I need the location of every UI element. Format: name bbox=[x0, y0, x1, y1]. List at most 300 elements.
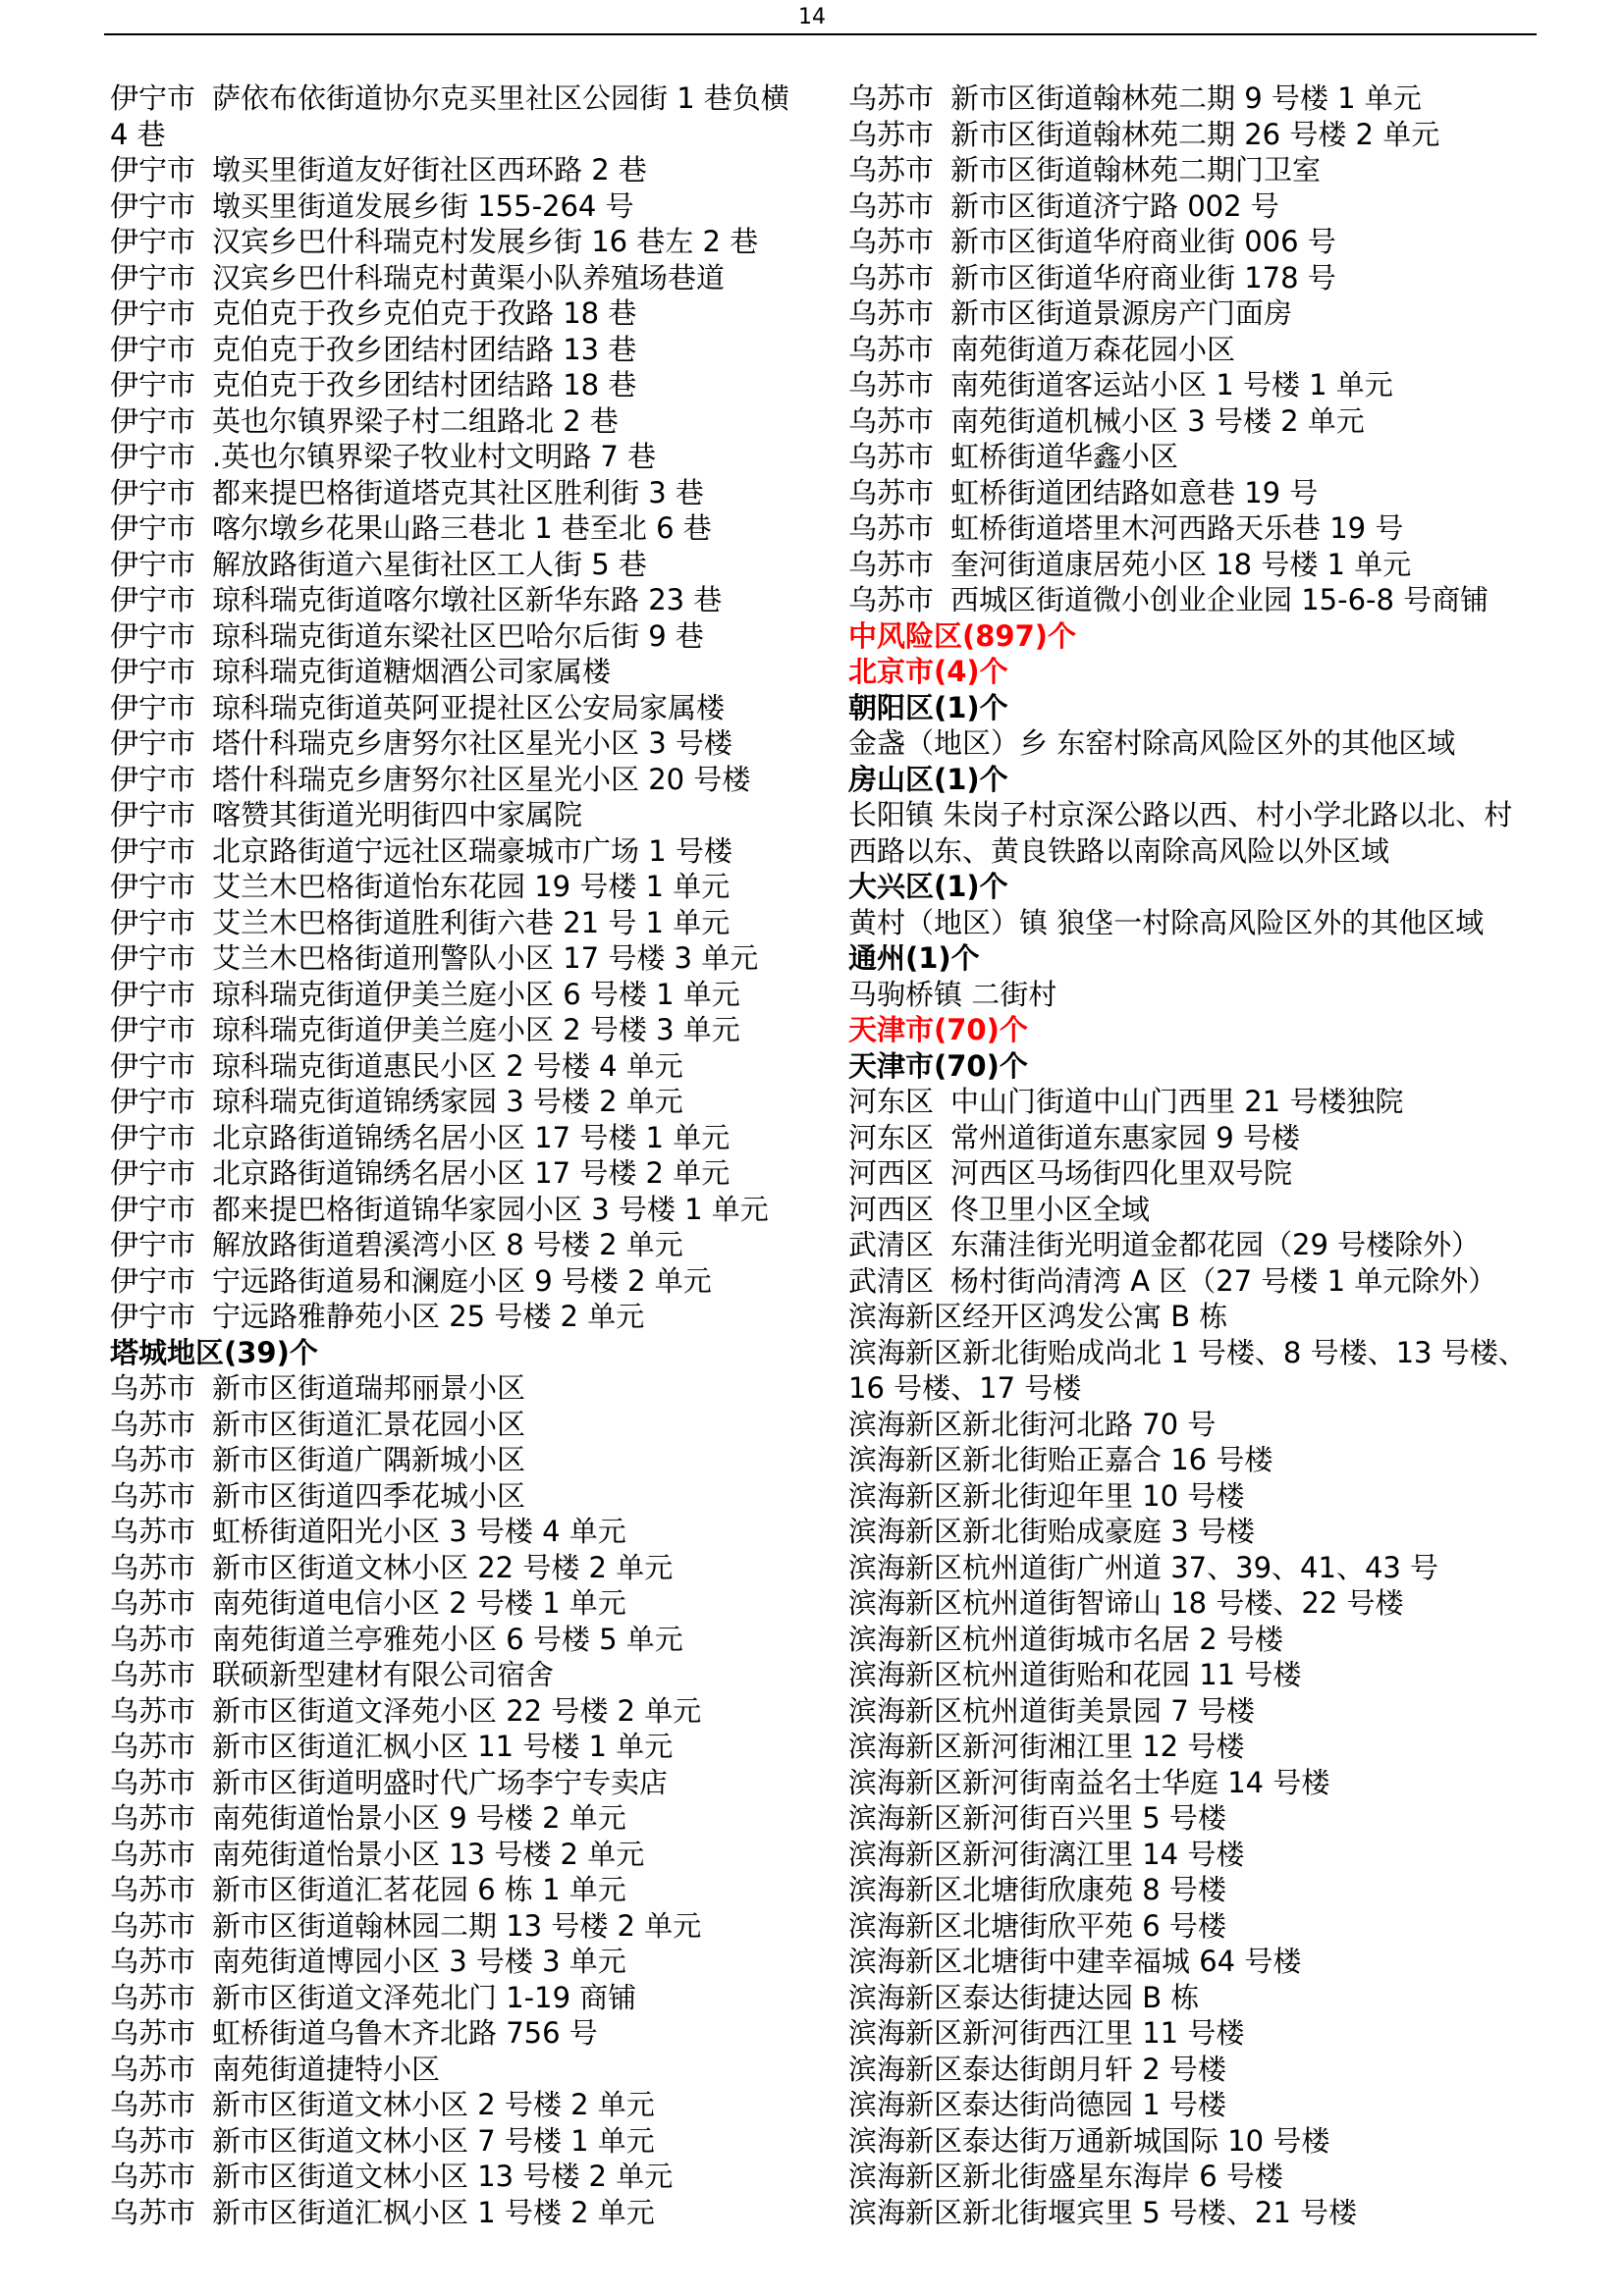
entry-address: 解放路街道六星街社区工人街 5 巷 bbox=[212, 547, 647, 581]
header-rule bbox=[104, 33, 1537, 35]
right-entry bbox=[848, 1944, 1536, 1980]
entry-city: 乌苏市 bbox=[110, 1478, 196, 1513]
left-entry bbox=[110, 1227, 817, 1263]
entry-city: 滨海新区 bbox=[848, 2088, 963, 2121]
entry-city: 乌苏市 bbox=[848, 296, 935, 330]
entry-address: 东蒲洼街光明道金都花园（29 号楼除外） bbox=[950, 1228, 1481, 1261]
right-entry bbox=[848, 1980, 1536, 2016]
entry-address: 南苑街道电信小区 2 号楼 1 单元 bbox=[212, 1586, 626, 1620]
entry-address: 新北街堰宾里 5 号楼、21 号楼 bbox=[962, 2195, 1358, 2229]
right-entry bbox=[848, 1192, 1536, 1228]
right-entry bbox=[848, 1514, 1536, 1550]
right-entry bbox=[848, 2015, 1536, 2052]
entry-city: 乌苏市 bbox=[110, 1693, 196, 1728]
entry-continuation: 西路以东、黄良铁路以南除高风险以外区域 bbox=[848, 833, 1390, 868]
entry-address: 新河街漓江里 14 号楼 bbox=[962, 1837, 1245, 1871]
entry-address: 北京路街道锦绣名居小区 17 号楼 2 单元 bbox=[212, 1156, 731, 1190]
entry-city: 滨海新区 bbox=[848, 2160, 963, 2193]
entry-address: 南苑街道客运站小区 1 号楼 1 单元 bbox=[950, 368, 1393, 401]
right-entry bbox=[848, 295, 1536, 332]
entry-city: 乌苏市 bbox=[110, 1443, 196, 1476]
entry-address: 新河街百兴里 5 号楼 bbox=[962, 1801, 1226, 1835]
entry-city: 伊宁市 bbox=[110, 368, 196, 401]
right-entry bbox=[848, 80, 1536, 117]
entry-address: 宁远路雅静苑小区 25 号楼 2 单元 bbox=[212, 1300, 645, 1333]
entry-address: 克伯克于孜乡克伯克于孜路 18 巷 bbox=[212, 296, 637, 330]
entry-address: 河西区马场街四化里双号院 bbox=[950, 1156, 1293, 1190]
entry-continuation: 4 巷 bbox=[110, 117, 166, 151]
entry-address: 新市区街道瑞邦丽景小区 bbox=[212, 1371, 526, 1405]
right-entry: 马驹桥镇 二街村 bbox=[848, 977, 1057, 1011]
left-entry bbox=[110, 475, 817, 511]
left-entry bbox=[110, 224, 817, 260]
entry-city: 滨海新区 bbox=[848, 1837, 963, 1871]
entry-city: 伊宁市 bbox=[110, 1263, 196, 1298]
left-entry bbox=[110, 332, 817, 368]
entry-city: 滨海新区 bbox=[848, 1622, 963, 1656]
right-entry bbox=[848, 475, 1536, 511]
entry-city: 滨海新区 bbox=[848, 1443, 963, 1476]
left-entry bbox=[110, 2052, 817, 2088]
entry-city: 滨海新区 bbox=[848, 2195, 963, 2229]
entry-address: 北京路街道锦绣名居小区 17 号楼 1 单元 bbox=[212, 1120, 731, 1154]
right-entry bbox=[848, 1837, 1536, 1873]
entry-city: 乌苏市 bbox=[110, 1622, 196, 1656]
entry-city: 伊宁市 bbox=[110, 188, 196, 223]
entry-city: 乌苏市 bbox=[110, 1371, 196, 1405]
entry-address: 新市区街道广隅新城小区 bbox=[212, 1443, 526, 1476]
entry-address: 杭州道街智谛山 18 号楼、22 号楼 bbox=[962, 1586, 1404, 1620]
left-entry bbox=[110, 1837, 817, 1873]
entry-city: 河西区 bbox=[848, 1192, 935, 1226]
left-entry bbox=[110, 80, 817, 117]
entry-city: 伊宁市 bbox=[110, 296, 196, 330]
entry-city: 伊宁市 bbox=[110, 798, 196, 831]
entry-city: 滨海新区 bbox=[848, 1478, 963, 1513]
entry-address: 虹桥街道塔里木河西路天乐巷 19 号 bbox=[950, 511, 1404, 545]
section-heading: 塔城地区(39)个 bbox=[110, 1335, 318, 1369]
entry-city: 乌苏市 bbox=[110, 2123, 196, 2158]
entry-city: 乌苏市 bbox=[110, 1837, 196, 1871]
entry-address: 艾兰木巴格街道胜利街六巷 21 号 1 单元 bbox=[212, 905, 731, 939]
left-entry bbox=[110, 905, 817, 941]
left-entry bbox=[110, 1407, 817, 1443]
right-entry bbox=[848, 1478, 1536, 1515]
right-entry bbox=[848, 1800, 1536, 1837]
entry-city: 伊宁市 bbox=[110, 1156, 196, 1190]
entry-city: 伊宁市 bbox=[110, 583, 196, 616]
entry-city: 伊宁市 bbox=[110, 941, 196, 975]
entry-address: 泰达街捷达园 B 栋 bbox=[962, 1980, 1200, 2014]
entry-address: 琼科瑞克街道惠民小区 2 号楼 4 单元 bbox=[212, 1048, 683, 1083]
entry-address: 新北街盛星东海岸 6 号楼 bbox=[962, 2160, 1283, 2193]
left-entry bbox=[110, 1192, 817, 1228]
entry-city: 河东区 bbox=[848, 1085, 935, 1118]
section-heading: 通州(1)个 bbox=[848, 941, 980, 975]
entry-address: 新市区街道汇景花园小区 bbox=[212, 1407, 526, 1441]
left-entry bbox=[110, 940, 817, 977]
entry-address: 西城区街道微小创业企业园 15-6-8 号商铺 bbox=[950, 583, 1489, 616]
entry-city: 乌苏市 bbox=[110, 2052, 196, 2086]
entry-address: 新河街湘江里 12 号楼 bbox=[962, 1730, 1245, 1763]
entry-city: 乌苏市 bbox=[848, 440, 935, 473]
entry-address: 南苑街道怡景小区 9 号楼 2 单元 bbox=[212, 1801, 626, 1835]
left-entry bbox=[110, 1120, 817, 1156]
entry-address: 克伯克于孜乡团结村团结路 13 巷 bbox=[212, 332, 637, 366]
entry-city: 乌苏市 bbox=[110, 1873, 196, 1906]
right-entry bbox=[848, 403, 1536, 440]
left-entry bbox=[110, 977, 817, 1013]
entry-city: 乌苏市 bbox=[110, 1980, 196, 2014]
right-entry bbox=[848, 1908, 1536, 1945]
left-entry bbox=[110, 1729, 817, 1765]
entry-city: 伊宁市 bbox=[110, 726, 196, 760]
left-entry bbox=[110, 1048, 817, 1085]
entry-address: 琼科瑞克街道喀尔墩社区新华东路 23 巷 bbox=[212, 583, 723, 616]
right-entry bbox=[848, 188, 1536, 225]
entry-city: 乌苏市 bbox=[848, 117, 935, 151]
entry-city: 伊宁市 bbox=[110, 618, 196, 653]
entry-address: 琼科瑞克街道英阿亚提社区公安局家属楼 bbox=[212, 690, 726, 724]
entry-address: 都来提巴格街道塔克其社区胜利街 3 巷 bbox=[212, 475, 704, 509]
left-entry bbox=[110, 1370, 817, 1407]
left-entry bbox=[110, 152, 817, 188]
entry-address: 新市区街道汇茗花园 6 栋 1 单元 bbox=[212, 1873, 626, 1906]
entry-address: 新北街贻正嘉合 16 号楼 bbox=[962, 1443, 1273, 1476]
entry-city: 乌苏市 bbox=[848, 188, 935, 223]
entry-address: 汉宾乡巴什科瑞克村黄渠小队养殖场巷道 bbox=[212, 260, 726, 294]
left-column bbox=[110, 80, 817, 2230]
left-entry bbox=[110, 1084, 817, 1120]
right-entry bbox=[848, 1442, 1536, 1478]
right-entry bbox=[848, 367, 1536, 403]
right-entry bbox=[848, 260, 1536, 296]
left-entry bbox=[110, 2195, 817, 2231]
entry-city: 滨海新区 bbox=[848, 1658, 963, 1691]
left-entry bbox=[110, 797, 817, 833]
entry-city: 伊宁市 bbox=[110, 833, 196, 868]
entry-city: 河西区 bbox=[848, 1156, 935, 1190]
entry-address: .英也尔镇界梁子牧业村文明路 7 巷 bbox=[212, 440, 657, 473]
entry-city: 滨海新区 bbox=[848, 1586, 963, 1620]
left-entry bbox=[110, 295, 817, 332]
entry-address: 佟卫里小区全域 bbox=[950, 1192, 1151, 1226]
right-entry bbox=[848, 117, 1536, 153]
entry-city: 滨海新区 bbox=[848, 1693, 963, 1728]
entry-address: 杭州道街美景园 7 号楼 bbox=[962, 1693, 1255, 1728]
entry-city: 滨海新区 bbox=[848, 1873, 963, 1906]
left-entry bbox=[110, 869, 817, 905]
section-heading: 房山区(1)个 bbox=[848, 762, 1008, 796]
entry-address: 新市区街道文林小区 2 号楼 2 单元 bbox=[212, 2088, 655, 2121]
entry-address: 新北街河北路 70 号 bbox=[962, 1407, 1217, 1441]
entry-address: 新市区街道翰林苑二期 26 号楼 2 单元 bbox=[950, 117, 1440, 151]
entry-city: 乌苏市 bbox=[848, 153, 935, 187]
entry-address: 南苑街道兰亭雅苑小区 6 号楼 5 单元 bbox=[212, 1622, 683, 1656]
left-entry bbox=[110, 547, 817, 583]
right-entry bbox=[848, 152, 1536, 188]
left-entry bbox=[110, 582, 817, 618]
entry-address: 南苑街道万森花园小区 bbox=[950, 332, 1236, 366]
entry-address: 杭州道街城市名居 2 号楼 bbox=[962, 1622, 1283, 1656]
entry-city: 乌苏市 bbox=[848, 368, 935, 401]
entry-address: 北塘街欣平苑 6 号楼 bbox=[962, 1908, 1226, 1943]
entry-city: 武清区 bbox=[848, 1228, 935, 1261]
section-heading: 朝阳区(1)个 bbox=[848, 690, 1008, 724]
left-entry bbox=[110, 188, 817, 225]
left-entry bbox=[110, 1622, 817, 1658]
entry-city: 滨海新区 bbox=[848, 1730, 963, 1763]
right-entry bbox=[848, 1227, 1536, 1263]
entry-address: 经开区鸿发公寓 B 栋 bbox=[962, 1300, 1228, 1333]
entry-address: 墩买里街道发展乡街 155-264 号 bbox=[212, 188, 634, 223]
left-entry bbox=[110, 2015, 817, 2052]
entry-address: 新市区街道文林小区 13 号楼 2 单元 bbox=[212, 2160, 674, 2193]
right-entry bbox=[848, 439, 1536, 475]
entry-city: 伊宁市 bbox=[110, 1120, 196, 1154]
left-entry bbox=[110, 2087, 817, 2123]
right-entry bbox=[848, 1407, 1536, 1443]
entry-city: 乌苏市 bbox=[110, 2088, 196, 2121]
entry-city: 乌苏市 bbox=[110, 1908, 196, 1943]
entry-address: 北京路街道宁远社区瑞豪城市广场 1 号楼 bbox=[212, 833, 732, 868]
entry-city: 乌苏市 bbox=[110, 1945, 196, 1978]
left-entry bbox=[110, 1872, 817, 1908]
right-entry bbox=[848, 1263, 1536, 1300]
left-entry bbox=[110, 367, 817, 403]
entry-address: 中山门街道中山门西里 21 号楼独院 bbox=[950, 1085, 1404, 1118]
entry-city: 滨海新区 bbox=[848, 1300, 963, 1333]
entry-city: 乌苏市 bbox=[110, 2160, 196, 2193]
right-entry bbox=[848, 1622, 1536, 1658]
right-entry: 长阳镇 朱岗子村京深公路以西、村小学北路以北、村 bbox=[848, 798, 1513, 831]
entry-city: 伊宁市 bbox=[110, 153, 196, 187]
right-entry bbox=[848, 1155, 1536, 1192]
entry-city: 伊宁市 bbox=[110, 1228, 196, 1261]
entry-address: 南苑街道机械小区 3 号楼 2 单元 bbox=[950, 403, 1365, 438]
entry-city: 伊宁市 bbox=[110, 81, 196, 115]
left-entry bbox=[110, 2159, 817, 2195]
entry-address: 新市区街道文林小区 22 号楼 2 单元 bbox=[212, 1550, 674, 1584]
entry-address: 虹桥街道团结路如意巷 19 号 bbox=[950, 475, 1319, 509]
left-entry bbox=[110, 1765, 817, 1801]
entry-city: 乌苏市 bbox=[848, 81, 935, 115]
entry-city: 乌苏市 bbox=[110, 1586, 196, 1620]
entry-city: 伊宁市 bbox=[110, 690, 196, 724]
entry-address: 虹桥街道华鑫小区 bbox=[950, 440, 1179, 473]
right-entry bbox=[848, 2052, 1536, 2088]
entry-city: 乌苏市 bbox=[110, 1730, 196, 1763]
entry-address: 新市区街道翰林苑二期门卫室 bbox=[950, 153, 1322, 187]
right-entry: 金盏（地区）乡 东窑村除高风险区外的其他区域 bbox=[848, 726, 1456, 760]
entry-city: 乌苏市 bbox=[848, 475, 935, 509]
entry-address: 新市区街道文泽苑北门 1-19 商铺 bbox=[212, 1980, 637, 2014]
entry-address: 虹桥街道阳光小区 3 号楼 4 单元 bbox=[212, 1515, 626, 1548]
entry-city: 滨海新区 bbox=[848, 1945, 963, 1978]
entry-city: 伊宁市 bbox=[110, 547, 196, 581]
entry-city: 伊宁市 bbox=[110, 762, 196, 796]
entry-city: 伊宁市 bbox=[110, 1085, 196, 1118]
entry-city: 滨海新区 bbox=[848, 1765, 963, 1799]
entry-address: 新河街南益名士华庭 14 号楼 bbox=[962, 1765, 1330, 1799]
entry-city: 滨海新区 bbox=[848, 1908, 963, 1943]
entry-city: 乌苏市 bbox=[848, 225, 935, 258]
right-entry bbox=[848, 1585, 1536, 1622]
entry-address: 新河街西江里 11 号楼 bbox=[962, 2016, 1245, 2050]
right-entry bbox=[848, 1729, 1536, 1765]
entry-address: 新市区街道汇枫小区 1 号楼 2 单元 bbox=[212, 2195, 655, 2229]
right-entry bbox=[848, 510, 1536, 547]
right-entry bbox=[848, 1335, 1536, 1371]
entry-city: 乌苏市 bbox=[110, 1765, 196, 1799]
entry-address: 奎河街道康居苑小区 18 号楼 1 单元 bbox=[950, 547, 1412, 581]
entry-address: 新市区街道济宁路 002 号 bbox=[950, 188, 1279, 223]
left-entry bbox=[110, 1585, 817, 1622]
entry-city: 伊宁市 bbox=[110, 225, 196, 258]
entry-address: 北塘街欣康苑 8 号楼 bbox=[962, 1873, 1226, 1906]
entry-address: 宁远路街道易和澜庭小区 9 号楼 2 单元 bbox=[212, 1263, 712, 1298]
entry-city: 伊宁市 bbox=[110, 1192, 196, 1226]
risk-heading: 天津市(70)个 bbox=[848, 1013, 1028, 1046]
entry-address: 北塘街中建幸福城 64 号楼 bbox=[962, 1945, 1302, 1978]
entry-city: 滨海新区 bbox=[848, 1335, 963, 1369]
right-column bbox=[848, 80, 1536, 2230]
entry-address: 墩买里街道友好街社区西环路 2 巷 bbox=[212, 153, 647, 187]
entry-city: 滨海新区 bbox=[848, 1407, 963, 1441]
left-entry bbox=[110, 1263, 817, 1300]
entry-address: 艾兰木巴格街道刑警队小区 17 号楼 3 单元 bbox=[212, 941, 759, 975]
right-entry bbox=[848, 1550, 1536, 1586]
right-entry bbox=[848, 224, 1536, 260]
left-entry bbox=[110, 1944, 817, 1980]
entry-address: 南苑街道博园小区 3 号楼 3 单元 bbox=[212, 1945, 626, 1978]
entry-address: 琼科瑞克街道东梁社区巴哈尔后街 9 巷 bbox=[212, 618, 704, 653]
right-entry bbox=[848, 1120, 1536, 1156]
left-entry bbox=[110, 2123, 817, 2160]
left-entry bbox=[110, 260, 817, 296]
left-entry bbox=[110, 833, 817, 870]
entry-city: 滨海新区 bbox=[848, 2123, 963, 2158]
left-entry bbox=[110, 1442, 817, 1478]
entry-address: 琼科瑞克街道糖烟酒公司家属楼 bbox=[212, 655, 612, 688]
entry-address: 萨依布依街道协尔克买里社区公园街 1 巷负横 bbox=[212, 81, 789, 115]
entry-city: 乌苏市 bbox=[110, 1658, 196, 1691]
entry-city: 乌苏市 bbox=[110, 1407, 196, 1441]
right-entry bbox=[848, 2087, 1536, 2123]
right-entry bbox=[848, 1872, 1536, 1908]
entry-city: 滨海新区 bbox=[848, 1980, 963, 2014]
entry-city: 滨海新区 bbox=[848, 1801, 963, 1835]
left-entry bbox=[110, 1155, 817, 1192]
entry-address: 新市区街道华府商业街 006 号 bbox=[950, 225, 1336, 258]
entry-address: 新市区街道翰林苑二期 9 号楼 1 单元 bbox=[950, 81, 1422, 115]
right-entry bbox=[848, 1765, 1536, 1801]
entry-address: 新市区街道四季花城小区 bbox=[212, 1478, 526, 1513]
entry-city: 乌苏市 bbox=[110, 2195, 196, 2229]
entry-city: 伊宁市 bbox=[110, 1048, 196, 1083]
right-entry bbox=[848, 1693, 1536, 1730]
entry-address: 杨村街尚清湾 A 区（27 号楼 1 单元除外） bbox=[950, 1263, 1497, 1298]
left-entry bbox=[110, 725, 817, 762]
entry-address: 克伯克于孜乡团结村团结路 18 巷 bbox=[212, 368, 637, 401]
left-entry bbox=[110, 1299, 817, 1335]
entry-address: 南苑街道捷特小区 bbox=[212, 2052, 441, 2086]
entry-city: 伊宁市 bbox=[110, 475, 196, 509]
entry-city: 伊宁市 bbox=[110, 1013, 196, 1046]
left-entry bbox=[110, 510, 817, 547]
risk-heading: 北京市(4)个 bbox=[848, 655, 1008, 688]
right-entry bbox=[848, 1299, 1536, 1335]
entry-address: 新市区街道文泽苑小区 22 号楼 2 单元 bbox=[212, 1693, 702, 1728]
left-entry bbox=[110, 1800, 817, 1837]
entry-city: 乌苏市 bbox=[848, 583, 935, 616]
risk-heading: 中风险区(897)个 bbox=[848, 618, 1077, 653]
entry-city: 滨海新区 bbox=[848, 1515, 963, 1548]
entry-address: 新北街贻成尚北 1 号楼、8 号楼、13 号楼、 bbox=[962, 1335, 1527, 1369]
left-entry bbox=[110, 1657, 817, 1693]
left-entry bbox=[110, 1514, 817, 1550]
right-entry bbox=[848, 547, 1536, 583]
right-entry bbox=[848, 582, 1536, 618]
entry-address: 解放路街道碧溪湾小区 8 号楼 2 单元 bbox=[212, 1228, 683, 1261]
entry-city: 滨海新区 bbox=[848, 1550, 963, 1584]
entry-address: 泰达街万通新城国际 10 号楼 bbox=[962, 2123, 1330, 2158]
entry-address: 虹桥街道乌鲁木齐北路 756 号 bbox=[212, 2016, 598, 2050]
entry-city: 乌苏市 bbox=[110, 2016, 196, 2050]
entry-city: 伊宁市 bbox=[110, 260, 196, 294]
entry-city: 伊宁市 bbox=[110, 1300, 196, 1333]
left-entry bbox=[110, 654, 817, 690]
entry-city: 乌苏市 bbox=[110, 1550, 196, 1584]
left-entry bbox=[110, 1012, 817, 1048]
left-entry bbox=[110, 1908, 817, 1945]
entry-city: 伊宁市 bbox=[110, 332, 196, 366]
entry-address: 汉宾乡巴什科瑞克村发展乡街 16 巷左 2 巷 bbox=[212, 225, 759, 258]
entry-address: 新北街迎年里 10 号楼 bbox=[962, 1478, 1245, 1513]
section-heading: 大兴区(1)个 bbox=[848, 870, 1008, 903]
left-entry bbox=[110, 1550, 817, 1586]
left-entry bbox=[110, 762, 817, 798]
entry-city: 伊宁市 bbox=[110, 905, 196, 939]
entry-city: 河东区 bbox=[848, 1120, 935, 1154]
right-entry bbox=[848, 2123, 1536, 2160]
entry-city: 乌苏市 bbox=[110, 1801, 196, 1835]
entry-city: 滨海新区 bbox=[848, 2052, 963, 2086]
entry-continuation: 16 号楼、17 号楼 bbox=[848, 1371, 1082, 1405]
entry-address: 杭州道街广州道 37、39、41、43 号 bbox=[962, 1550, 1439, 1584]
entry-address: 琼科瑞克街道伊美兰庭小区 6 号楼 1 单元 bbox=[212, 977, 740, 1011]
entry-address: 新市区街道文林小区 7 号楼 1 单元 bbox=[212, 2123, 655, 2158]
entry-city: 乌苏市 bbox=[848, 511, 935, 545]
entry-city: 滨海新区 bbox=[848, 2016, 963, 2050]
entry-address: 塔什科瑞克乡唐努尔社区星光小区 3 号楼 bbox=[212, 726, 732, 760]
entry-city: 伊宁市 bbox=[110, 870, 196, 903]
right-entry bbox=[848, 2195, 1536, 2231]
left-entry bbox=[110, 1478, 817, 1515]
entry-address: 泰达街朗月轩 2 号楼 bbox=[962, 2052, 1226, 2086]
entry-city: 伊宁市 bbox=[110, 977, 196, 1011]
right-entry bbox=[848, 332, 1536, 368]
left-entry bbox=[110, 690, 817, 726]
page-number: 14 bbox=[798, 5, 826, 29]
entry-city: 乌苏市 bbox=[110, 1515, 196, 1548]
entry-address: 都来提巴格街道锦华家园小区 3 号楼 1 单元 bbox=[212, 1192, 769, 1226]
entry-address: 喀赞其街道光明街四中家属院 bbox=[212, 798, 583, 831]
entry-address: 新市区街道景源房产门面房 bbox=[950, 296, 1293, 330]
entry-address: 泰达街尚德园 1 号楼 bbox=[962, 2088, 1226, 2121]
entry-address: 新市区街道明盛时代广场李宁专卖店 bbox=[212, 1765, 669, 1799]
right-entry: 黄村（地区）镇 狼垡一村除高风险区外的其他区域 bbox=[848, 905, 1485, 939]
